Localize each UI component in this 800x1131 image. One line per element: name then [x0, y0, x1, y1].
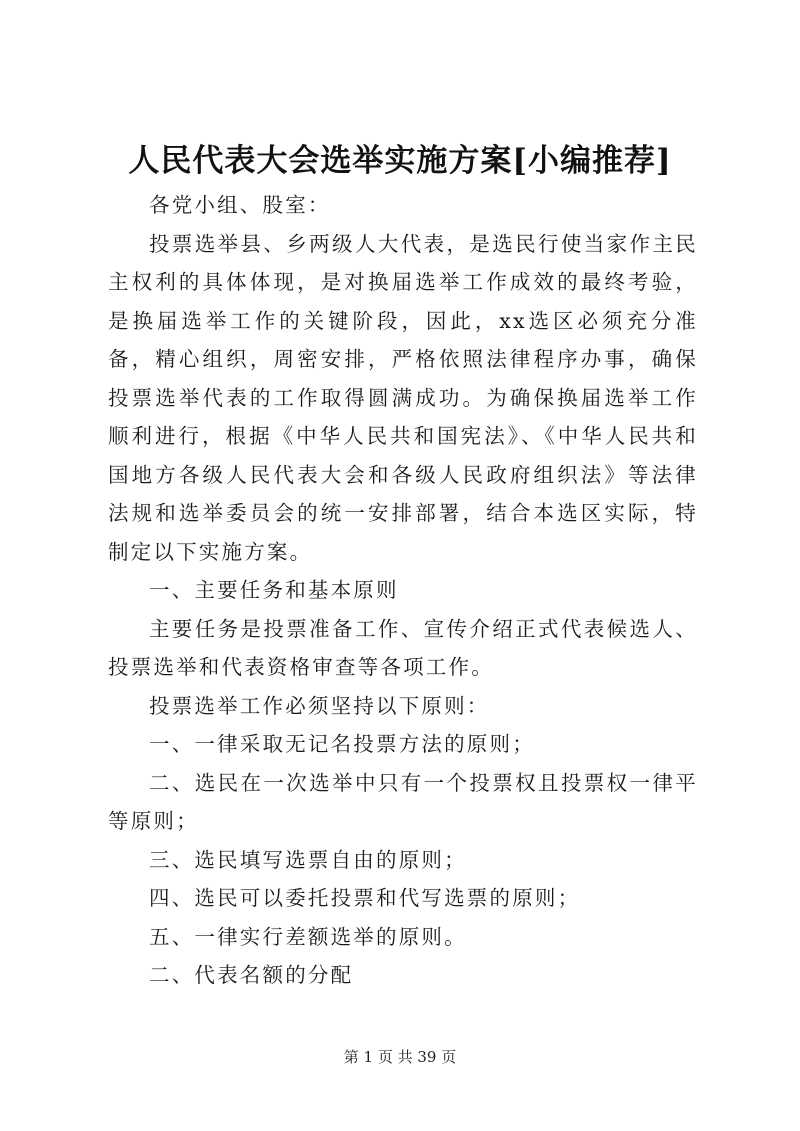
- principle-item-3: 三、选民填写选票自由的原则；: [149, 847, 467, 872]
- principles-intro: 投票选举工作必须坚持以下原则：: [149, 693, 490, 718]
- document-body: [108, 186, 698, 995]
- principle-item-1: 一、一律采取无记名投票方法的原则；: [149, 732, 535, 756]
- principle-item-5: 五、一律实行差额选举的原则。: [149, 924, 467, 949]
- principle-item-4: 四、选民可以委托投票和代写选票的原则；: [149, 886, 581, 910]
- principle-item-2: 二、选民在一次选举中只有一个投票权且投票权一律平等原则；: [108, 770, 698, 833]
- page-footer: 第 1 页 共 39 页: [343, 1048, 457, 1066]
- main-task-paragraph: 主要任务是投票准备工作、宣传介绍正式代表候选人、投票选举和代表资格审查等各项工作。: [108, 616, 698, 679]
- section-heading-2: 二、代表名额的分配: [149, 963, 354, 987]
- document-title: 人民代表大会选举实施方案[小编推荐]: [128, 143, 672, 179]
- section-heading-1: 一、主要任务和基本原则: [149, 578, 399, 602]
- intro-paragraph: 投票选举县、乡两级人大代表，是选民行使当家作主民主权利的具体体现，是对换届选举工作成效的最终考验，是换届选举工作的关键阶段，因此，xx选区必须充分准备，精心组织，周密安排，严格依照法律程序办事，确保投票选举代表的工作取得圆满成功。为确保换届选举工作顺利进行，根据《中华人民共和国宪法》、《中华人民共和国地方各级人民代表大会和各级人民政府组织法》等法律法规和选举委员会的统一安排部署，结合本选区实际，特制定以下实施方案。: [108, 231, 698, 564]
- salutation: 各党小组、股室：: [149, 193, 331, 217]
